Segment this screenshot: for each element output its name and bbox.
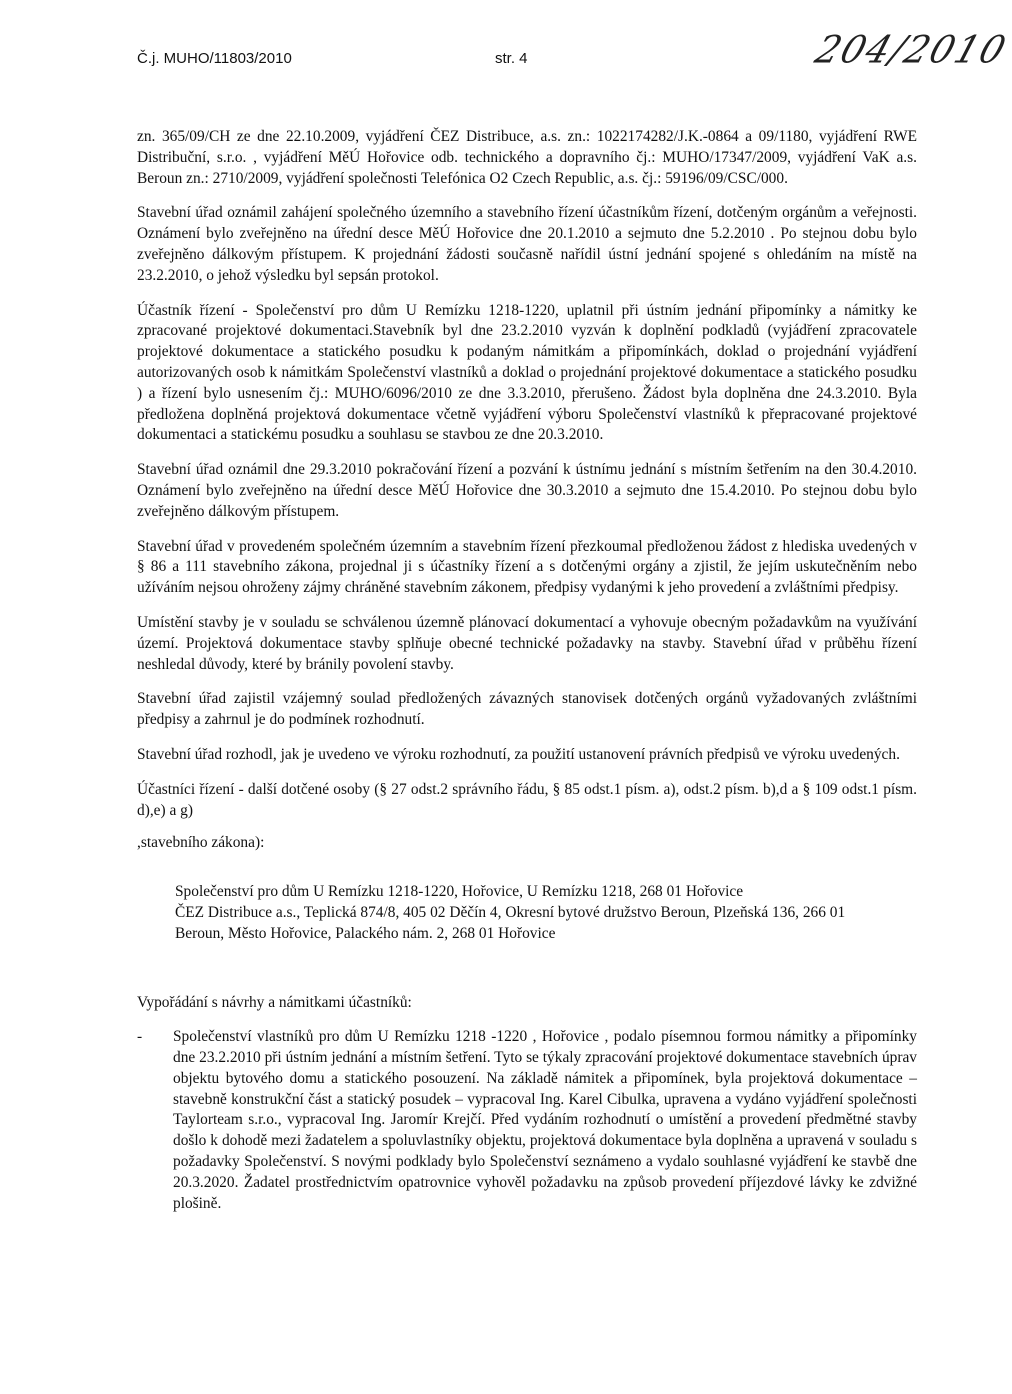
handwritten-annotation: 204/2010 [810, 28, 1012, 73]
document-body [137, 127, 917, 1214]
paragraph-notification: Stavební úřad oznámil zahájení společného územního a stavebního řízení účastníkům řízení, dotčeným orgánům a veřejnosti. Oznámení bylo zveřejněno na úřední desce MěÚ Hořovice dne 20.1.2010 a sejmuto dne 5.2.2010 . Po stejnou dobu bylo zveřejněno dálkovým přístupem. K projednání žádosti současně nařídil ústní jednání spojené s ohledáním na místě na 23.2.2010, o jehož výsledku byl sepsán protokol. [137, 204, 917, 284]
objection-text: Společenství vlastníků pro dům U Remízku 1218 -1220 , Hořovice , podalo písemnou formou námitky a připomínky dne 23.2.2010 při ústním jednání a místním šetření. Tyto se týkaly zpracování projektové dokumentace stavebních úprav objektu bytového domu a statického posouzení. Na základě námitek a připomínek, byla projektová dokumentace – stavebně konstrukční část a statický posudek – vypracoval Ing. Karel Cibulka, upravena a vydáno vyjádření společnosti Taylorteam s.r.o., vypracoval Ing. Jaromír Krejčí. Před vydáním rozhodnutí o umístění a provedení předmětné stavby došlo k dohodě mezi žadatelem a spoluvlastníky objektu, projektová dokumentace byla doplněna a upravená v souladu s požadavky Společenství. S novými podklady bylo Společenství seznámeno a vydalo souhlasné vyjádření ke stavbě dne 20.3.2020. Žadatel prostřednictvím opatrovnice vyhověl požadavku na způsob provedení příjezdové lávky ke zdvižné plošině. [173, 1028, 917, 1212]
paragraph-compliance: Umístění stavby je v souladu se schválenou územně plánovací dokumentací a vyhovuje obecným požadavkům na využívání území. Projektová dokumentace stavby splňuje obecné technické požadavky na stavby. Stavební úřad v průběhu řízení neshledal důvody, které by bránily povolení stavby. [137, 613, 917, 673]
participant-line: ČEZ Distribuce a.s., Teplická 874/8, 405 02 Děčín 4, Okresní bytové družstvo Beroun, Plzeňská 136, 266 01 Beroun, Město Hořovice, Palackého nám. 2, 268 01 Hořovice [175, 903, 846, 942]
page-number: str. 4 [495, 50, 528, 67]
paragraph-decision: Stavební úřad rozhodl, jak je uvedeno ve výroku rozhodnutí, za použití ustanovení právních předpisů ve výroku uvedených. [137, 745, 900, 763]
paragraph-continuation: Stavební úřad oznámil dne 29.3.2010 pokračování řízení a pozvání k ústnímu jednání s místním šetřením na den 30.4.2010. Oznámení bylo zveřejněno na úřední desce MěÚ Hořovice dne 30.3.2010 a sejmuto dne 15.4.2010. Po stejnou dobu bylo zveřejněno dálkovým přístupem. [137, 461, 917, 520]
list-bullet: - [137, 1028, 143, 1046]
page-header [137, 28, 1012, 80]
reference-number: Č.j. MUHO/11803/2010 [137, 50, 292, 67]
paragraph-objections-filed: Účastník řízení - Společenství pro dům U Remízku 1218-1220, uplatnil při ústním jednání připomínky a námitky ke zpracované projektové dokumentaci.Stavebník byl dne 23.2.2010 vyzván k doplnění podkladů (vyjádření zpracovatele projektové dokumentace a statického posudku k podaným námitkám a připomínkách, doklad o projednání vyjádření autorizovaných osob k námitkám Společenství vlastníků a doklad o projednání projektové dokumentace a statického posudku ) a řízení bylo usnesením čj.: MUHO/6096/2010 ze dne 3.3.2010, přerušeno. Žádost byla doplněna dne 24.3.2010. Byla předložena doplněná projektová dokumentace včetně vyjádření výboru Společenství vlastníků k přepracované projektové dokumentaci a statickému posudku a souhlasu se stavbou ze dne 20.3.2010. [137, 301, 917, 444]
objections-heading: Vypořádání s návrhy a námitkami účastníků: [137, 993, 412, 1011]
paragraph-building-act: ,stavebního zákona): [137, 834, 265, 852]
participants-list [175, 882, 895, 944]
objections-list [137, 1027, 917, 1214]
objection-item [137, 1027, 917, 1214]
paragraph-review: Stavební úřad v provedeném společném územním a stavebním řízení přezkoumal předloženou žádost z hlediska uvedených v § 86 a 111 stavebního zákona, projednal ji s účastníky řízení a s dotčenými orgány a zjistil, že jejím uskutečněním nebo užíváním nejsou ohroženy zájmy chráněné stavebním zákonem, předpisy vydanými k jeho provedení a zvláštními předpisy. [137, 537, 917, 597]
participant-line: Společenství pro dům U Remízku 1218-1220, Hořovice, U Remízku 1218, 268 01 Hořovice [175, 883, 744, 901]
paragraph-references: zn. 365/09/CH ze dne 22.10.2009, vyjádření ČEZ Distribuce, a.s. zn.: 1022174282/J.K.-0864 a 09/1180, vyjádření RWE Distribuční, s.r.o. , vyjádření MěÚ Hořovice odb. technického a dopravního čj.: MUHO/17347/2009, vyjádření VaK a.s. Beroun zn.: 2710/2009, vyjádření společnosti Telefónica O2 Czech Republic, a.s. čj.: 59196/09/CSC/000. [137, 128, 917, 187]
paragraph-coordination: Stavební úřad zajistil vzájemný soulad předložených závazných stanovisek dotčených orgánů vyžadovaných zvláštními předpisy a zahrnul je do podmínek rozhodnutí. [137, 690, 917, 729]
paragraph-participants: Účastníci řízení - další dotčené osoby (§ 27 odst.2 správního řádu, § 85 odst.1 písm. a), odst.2 písm. b),d a § 109 odst.1 písm. d),e) a g) [137, 780, 917, 819]
